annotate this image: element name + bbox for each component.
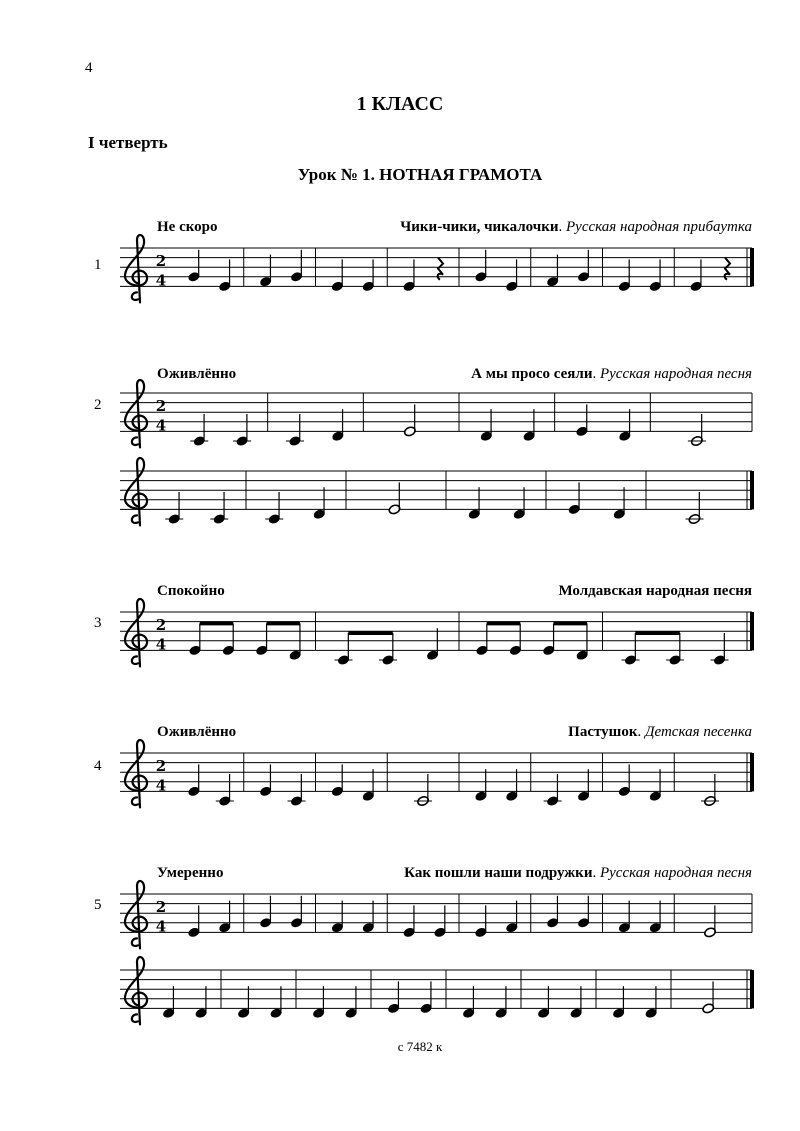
time-signature-bottom: 4: [155, 635, 167, 654]
tempo-marking: Умеренно: [157, 865, 224, 881]
music-staff: [0, 375, 800, 455]
music-staff: [0, 594, 800, 674]
song-origin: Русская народная песня: [599, 366, 752, 382]
song-title: Как пошли наши подружки: [404, 865, 593, 881]
song-origin: Русская народная прибаутка: [566, 219, 752, 235]
grade-title: 1 КЛАСС: [356, 93, 444, 115]
treble-clef-icon: [125, 458, 147, 525]
time-signature-bottom: 4: [155, 776, 167, 795]
time-signature-top: 2: [155, 616, 167, 635]
exercise-number: 2: [94, 397, 102, 413]
music-staff: [0, 230, 800, 310]
song-title: Чики-чики, чикалочки: [400, 219, 559, 235]
music-staff: [0, 453, 800, 533]
song-source: А мы просо сеяли. Русская народная песня: [471, 366, 752, 382]
time-signature-top: 2: [155, 397, 167, 416]
song-source: Пастушок. Детская песенка: [568, 724, 752, 740]
treble-clef-icon: [125, 881, 147, 948]
time-signature-top: 2: [155, 757, 167, 776]
music-staff: [0, 952, 800, 1032]
treble-clef-icon: [125, 380, 147, 447]
song-source: Чики-чики, чикалочки. Русская народная прибаутка: [400, 219, 752, 235]
song-origin: Детская песенка: [644, 724, 752, 740]
time-signature-top: 2: [155, 898, 167, 917]
tempo-marking: Оживлённо: [157, 366, 237, 382]
time-signature-bottom: 4: [155, 917, 167, 936]
exercise-number: 1: [94, 257, 102, 273]
quarter-heading: I четверть: [88, 133, 168, 152]
tempo-marking: Оживлённо: [157, 724, 237, 740]
time-signature-bottom: 4: [155, 416, 167, 435]
catalog-number: с 7482 к: [397, 1039, 443, 1054]
treble-clef-icon: [125, 957, 147, 1024]
treble-clef-icon: [125, 599, 147, 666]
tempo-marking: Спокойно: [157, 583, 225, 599]
lesson-title: Урок № 1. НОТНАЯ ГРАМОТА: [297, 165, 543, 184]
song-source: Как пошли наши подружки. Русская народная песня: [404, 865, 752, 881]
music-staff: [0, 876, 800, 956]
music-staff: [0, 735, 800, 815]
song-title: А мы просо сеяли: [471, 366, 593, 382]
exercise-number: 4: [94, 758, 102, 774]
song-title: Пастушок: [568, 724, 638, 740]
exercise-number: 5: [94, 897, 102, 913]
time-signature-top: 2: [155, 252, 167, 271]
tempo-marking: Не скоро: [157, 219, 218, 235]
exercise-number: 3: [94, 615, 102, 631]
time-signature-bottom: 4: [155, 271, 167, 290]
song-title: Молдавская народная песня: [558, 583, 752, 599]
treble-clef-icon: [125, 740, 147, 807]
treble-clef-icon: [125, 235, 147, 302]
song-origin: Русская народная песня: [599, 865, 752, 881]
page-number: 4: [85, 60, 93, 76]
